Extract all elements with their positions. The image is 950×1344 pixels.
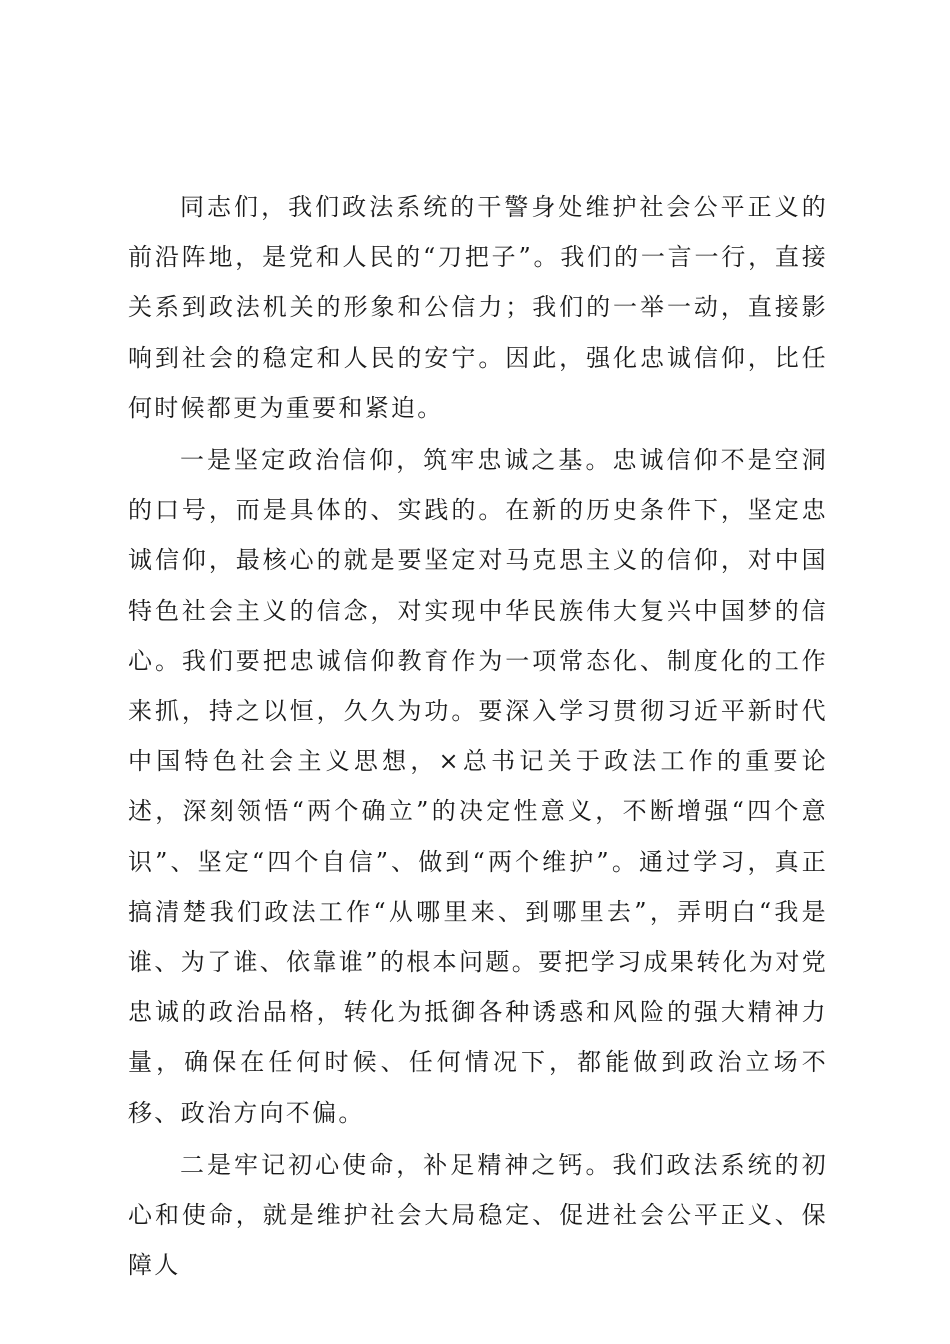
document-body	[128, 182, 828, 1292]
paragraph-point-two: 二是牢记初心使命，补足精神之钙。我们政法系统的初心和使命，就是维护社会大局稳定、促进社会公平正义、保障人	[128, 1150, 828, 1280]
paragraph-intro: 同志们，我们政法系统的干警身处维护社会公平正义的前沿阵地，是党和人民的“刀把子”。我们的一言一行，直接关系到政法机关的形象和公信力；我们的一举一动，直接影响到社会的稳定和人民的安宁。因此，强化忠诚信仰，比任何时候都更为重要和紧迫。	[128, 193, 828, 422]
paragraph-point-one: 一是坚定政治信仰，筑牢忠诚之基。忠诚信仰不是空洞的口号，而是具体的、实践的。在新的历史条件下，坚定忠诚信仰，最核心的就是要坚定对马克思主义的信仰，对中国特色社会主义的信念，对实现中华民族伟大复兴中国梦的信心。我们要把忠诚信仰教育作为一项常态化、制度化的工作来抓，持之以恒，久久为功。要深入学习贯彻习近平新时代中国特色社会主义思想，×总书记关于政法工作的重要论述，深刻领悟“两个确立”的决定性意义，不断增强“四个意识”、坚定“四个自信”、做到“两个维护”。通过学习，真正搞清楚我们政法工作“从哪里来、到哪里去”，弄明白“我是谁、为了谁、依靠谁”的根本问题。要把学习成果转化为对党忠诚的政治品格，转化为抵御各种诱惑和风险的强大精神力量，确保在任何时候、任何情况下，都能做到政治立场不移、政治方向不偏。	[128, 446, 828, 1127]
